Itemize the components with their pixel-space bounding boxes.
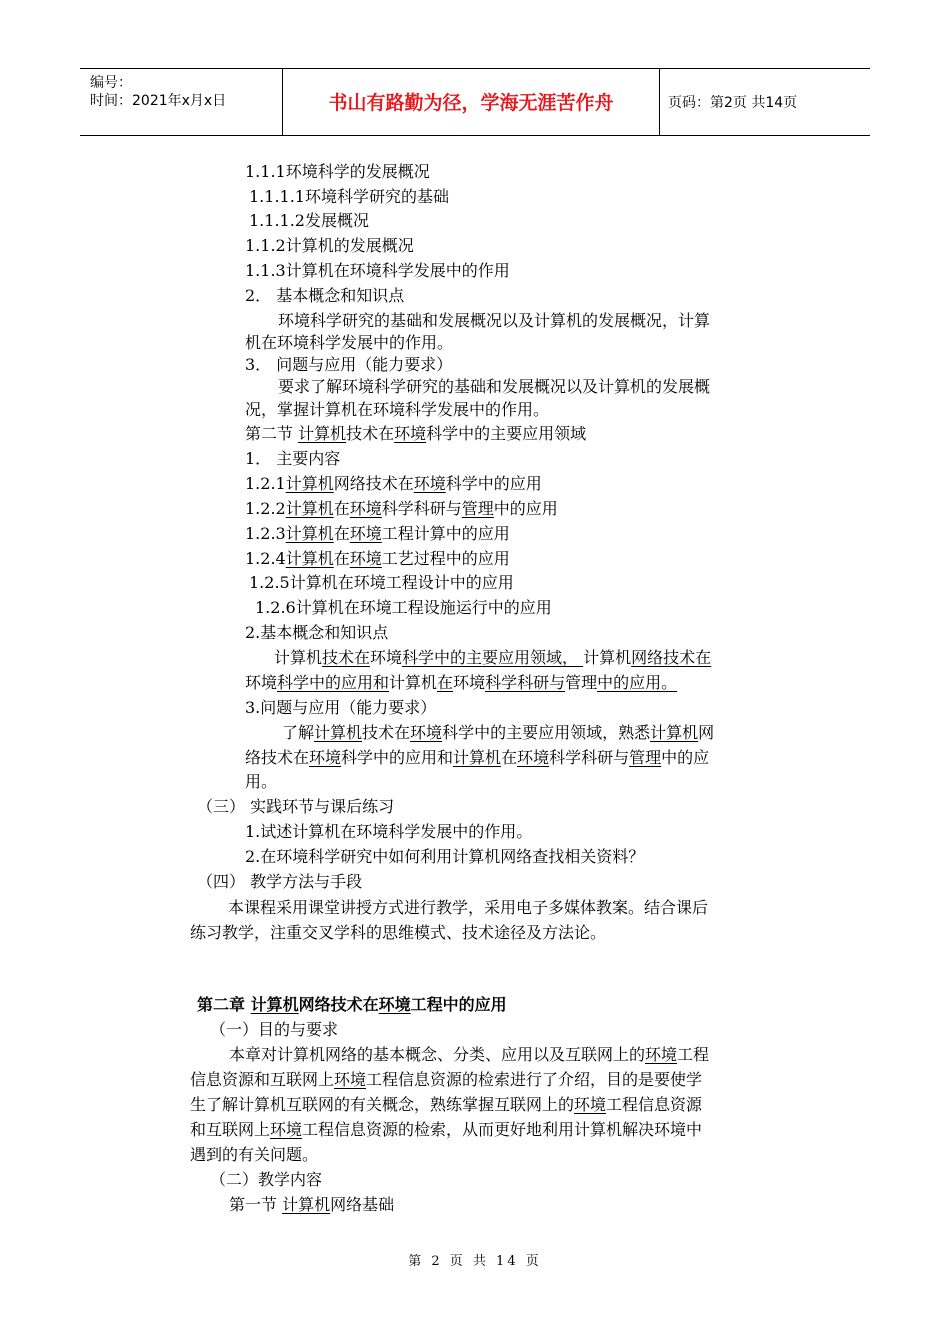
text-segment: 科学中的主要应用领域，熟悉 (442, 723, 651, 742)
text-segment: 1.2.4 (245, 549, 286, 568)
underlined-term: 科学中的主要应用领域， (402, 648, 584, 667)
text-segment: 1.2.6计算机在环境工程设施运行中的应用 (255, 598, 552, 617)
text-segment: （三） 实践环节与课后练习 (197, 797, 395, 816)
underlined-term: 计算机 (282, 1195, 331, 1214)
text-segment: 网 (698, 723, 715, 742)
underlined-term: 科学科研与 (485, 673, 566, 692)
underlined-term: 科学中的应用和 (277, 673, 390, 692)
text-line (190, 1145, 318, 1165)
text-line (190, 1070, 702, 1090)
underlined-term: 环境 (378, 995, 411, 1014)
header-meta-cell (80, 69, 283, 135)
text-segment: （四） 教学方法与手段 (197, 872, 363, 891)
text-line (245, 474, 542, 494)
text-segment: 3． 问题与应用（能力要求） (245, 355, 453, 374)
text-line (245, 698, 436, 718)
text-line (278, 377, 710, 397)
underlined-term: 中的应用。 (597, 673, 678, 692)
underlined-term: 网络技术在 (631, 648, 712, 667)
text-segment: 机在环境科学发展中的作用。 (245, 333, 454, 352)
underlined-term: 环境 (645, 1045, 678, 1064)
text-line (229, 1195, 394, 1215)
text-segment: 计算机 (583, 648, 632, 667)
text-line (229, 1045, 709, 1065)
text-line (197, 797, 394, 817)
text-segment: 工程 (677, 1045, 710, 1064)
underlined-term: 环境 (413, 474, 446, 493)
text-segment: 环境 (245, 673, 278, 692)
text-line (190, 1095, 702, 1115)
underlined-term: 计算机 (650, 723, 699, 742)
text-segment: 环境 (370, 648, 403, 667)
text-line (245, 524, 510, 544)
text-segment: 在 (333, 524, 350, 543)
page-header (80, 68, 870, 136)
text-segment: 本课程采用课堂讲授方式进行教学，采用电子多媒体教案。结合课后 (228, 898, 709, 917)
code-label: 编号： (90, 75, 132, 91)
text-segment: 科学中的应用 (445, 474, 542, 493)
text-segment: 本章对计算机网络的基本概念、分类、应用以及互联网上的 (229, 1045, 646, 1064)
motto: 书山有路勤为径，学海无涯苦作舟 (283, 69, 660, 135)
text-segment: 2.基本概念和知识点 (245, 623, 389, 642)
text-line (249, 187, 449, 207)
underlined-term: 环境 (349, 499, 382, 518)
text-segment: 工程信息资源的检索进行了介绍，目的是要使学 (366, 1070, 703, 1089)
text-line (245, 424, 586, 444)
underlined-term: 环境 (517, 748, 550, 767)
text-line (282, 723, 714, 743)
text-segment: 中的应用 (493, 499, 558, 518)
text-segment: 1.1.3计算机在环境科学发展中的作用 (245, 261, 510, 280)
text-line (245, 236, 414, 256)
text-segment: 技术在 (362, 723, 411, 742)
text-segment: 计算机 (274, 648, 323, 667)
text-line (245, 748, 709, 768)
text-segment: 生了解计算机互联网的有关概念，熟练掌握互联网上的 (190, 1095, 575, 1114)
text-segment: 1.2.2 (245, 499, 286, 518)
text-line (190, 1120, 702, 1140)
text-segment: 网络基础 (330, 1195, 395, 1214)
underlined-term: 管理 (461, 499, 494, 518)
text-segment: 络技术在 (245, 748, 310, 767)
text-segment: 科学科研与 (381, 499, 462, 518)
underlined-term: 技术在 (322, 648, 371, 667)
underlined-term: 在 (437, 673, 454, 692)
text-segment: 第一节 (229, 1195, 283, 1214)
text-line (249, 573, 514, 593)
text-segment: 3.问题与应用（能力要求） (245, 698, 437, 717)
text-segment: 工程信息资源的检索，从而更好地利用计算机解决环境中 (302, 1120, 703, 1139)
text-segment: 技术在 (346, 424, 395, 443)
text-segment: 遇到的有关问题。 (190, 1145, 319, 1164)
underlined-term: 计算机 (285, 499, 334, 518)
text-segment: （二）教学内容 (210, 1170, 323, 1189)
text-segment: 环境科学研究的基础和发展概况以及计算机的发展概况，计算 (278, 311, 711, 330)
underlined-term: 环境 (410, 723, 443, 742)
text-segment: 第二章 (197, 995, 251, 1014)
text-segment: 和互联网上 (190, 1120, 271, 1139)
underlined-term: 计算机 (314, 723, 363, 742)
text-segment: 了解 (282, 723, 315, 742)
text-segment: 科学中的应用和 (341, 748, 454, 767)
text-segment: 管理 (565, 673, 598, 692)
text-segment: 信息资源和互联网上 (190, 1070, 335, 1089)
underlined-term: 计算机 (250, 995, 299, 1014)
text-segment: 1.2.3 (245, 524, 286, 543)
text-line (197, 872, 362, 892)
text-segment: 1.试述计算机在环境科学发展中的作用。 (245, 822, 533, 841)
text-segment: 1.1.1环境科学的发展概况 (245, 162, 430, 181)
text-line (245, 261, 510, 281)
text-segment: 1.2.1 (245, 474, 286, 493)
underlined-term: 环境 (334, 1070, 367, 1089)
text-segment: 1.2.5计算机在环境工程设计中的应用 (249, 573, 514, 592)
text-line (245, 400, 549, 420)
text-segment: 工艺过程中的应用 (381, 549, 510, 568)
text-segment: 1.1.2计算机的发展概况 (245, 236, 414, 255)
text-segment: 在 (333, 549, 350, 568)
text-segment: 第二节 (245, 424, 299, 443)
text-line (228, 898, 708, 918)
text-line (278, 311, 710, 331)
time-label: 时间：2021年x月x日 (90, 93, 227, 109)
text-segment: 1.1.1.2发展概况 (249, 211, 369, 230)
text-line (255, 598, 552, 618)
text-line (245, 333, 453, 353)
text-segment: 中的应 (661, 748, 710, 767)
text-line (245, 449, 340, 469)
text-line (245, 499, 558, 519)
underlined-term: 环境 (394, 424, 427, 443)
chapter-heading (197, 995, 507, 1015)
text-line (210, 1020, 338, 1040)
underlined-term: 计算机 (285, 524, 334, 543)
text-line (245, 623, 388, 643)
text-segment: 练习教学，注重交叉学科的思维模式、技术途径及方法论。 (190, 923, 607, 942)
underlined-term: 计算机 (285, 549, 334, 568)
underlined-term: 环境 (309, 748, 342, 767)
text-line (245, 822, 532, 842)
text-segment: 工程中的应用 (410, 995, 507, 1014)
text-line (210, 1170, 322, 1190)
page-info: 页码：第2页 共14页 (668, 95, 798, 111)
text-line (245, 162, 430, 182)
text-line (245, 549, 510, 569)
text-line (245, 286, 404, 306)
text-segment: 在 (501, 748, 518, 767)
text-line (249, 211, 369, 231)
text-segment: 2.在环境科学研究中如何利用计算机网络查找相关资料？ (245, 847, 645, 866)
text-line (245, 847, 644, 867)
text-segment: 1.1.1.1环境科学研究的基础 (249, 187, 449, 206)
text-segment: 网络技术在 (298, 995, 379, 1014)
text-segment: 科学中的主要应用领域 (426, 424, 587, 443)
underlined-term: 环境 (270, 1120, 303, 1139)
text-segment: 要求了解环境科学研究的基础和发展概况以及计算机的发展概 (278, 377, 711, 396)
text-segment: 在 (333, 499, 350, 518)
text-line (274, 648, 711, 668)
page-footer: 第 2 页 共 14 页 (408, 1254, 542, 1269)
text-segment: 科学科研与 (549, 748, 630, 767)
underlined-term: 计算机 (453, 748, 502, 767)
text-line (245, 673, 677, 693)
underlined-term: 管理 (629, 748, 662, 767)
text-line (245, 355, 452, 375)
text-segment: （一）目的与要求 (210, 1020, 339, 1039)
underlined-term: 计算机 (298, 424, 347, 443)
underlined-term: 环境 (349, 524, 382, 543)
text-segment: 工程信息资源 (606, 1095, 703, 1114)
text-segment: 计算机 (389, 673, 438, 692)
underlined-term: 环境 (349, 549, 382, 568)
text-line (245, 772, 277, 792)
text-segment: 2． 基本概念和知识点 (245, 286, 405, 305)
text-segment: 网络技术在 (333, 474, 414, 493)
text-line (190, 923, 606, 943)
underlined-term: 环境 (574, 1095, 607, 1114)
text-segment: 用。 (245, 772, 278, 791)
text-segment: 环境 (453, 673, 486, 692)
text-segment: 况，掌握计算机在环境科学发展中的作用。 (245, 400, 550, 419)
text-segment: 1． 主要内容 (245, 449, 341, 468)
underlined-term: 计算机 (285, 474, 334, 493)
text-segment: 工程计算中的应用 (381, 524, 510, 543)
